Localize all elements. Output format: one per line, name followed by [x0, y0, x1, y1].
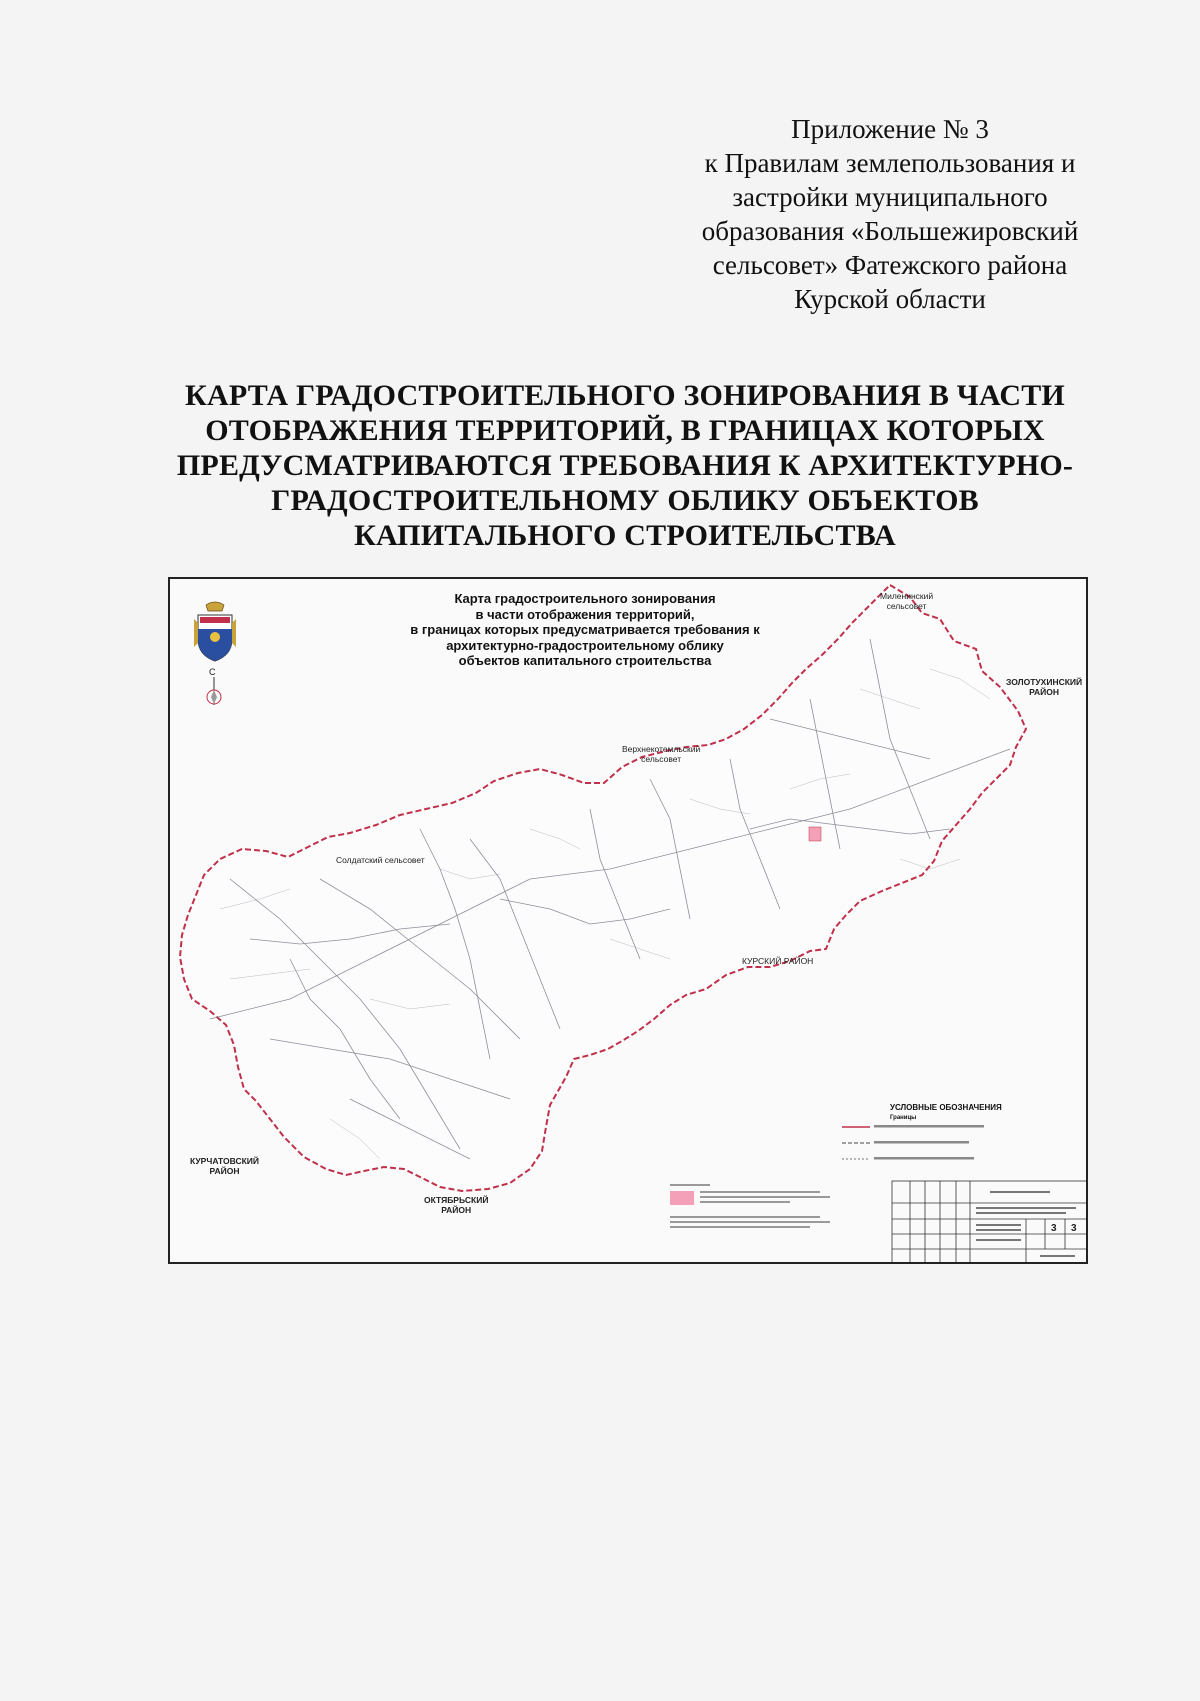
document-title [120, 378, 1130, 553]
map-graphic [170, 579, 1088, 1264]
label-line: РАЙОН [1029, 687, 1060, 697]
document-title-line: ОТОБРАЖЕНИЯ ТЕРРИТОРИЙ, В ГРАНИЦАХ КОТОРЫХ [205, 414, 1045, 447]
label-line: РАЙОН [441, 1205, 472, 1215]
legend-zone-swatch [670, 1191, 694, 1205]
legend-zone-text [670, 1184, 830, 1228]
legend-subtitle: Границы [890, 1115, 917, 1121]
appendix-line: к Правилам землепользования и [704, 148, 1076, 178]
document-title-line: ГРАДОСТРОИТЕЛЬНОМУ ОБЛИКУ ОБЪЕКТОВ [271, 484, 979, 517]
zone-highlight [809, 827, 821, 841]
label-line: РАЙОН [209, 1166, 240, 1176]
label-line: КУРЧАТОВСКИЙ [190, 1156, 259, 1166]
label-line: Миленинский [880, 591, 934, 601]
label-verkhnekotemsky [622, 744, 700, 764]
map-title-line: в части отображения территорий, [475, 606, 695, 622]
appendix-line: застройки муниципального [732, 182, 1048, 212]
label-line: ЗОЛОТУХИНСКИЙ [1006, 677, 1083, 687]
north-arrow-icon [200, 667, 228, 707]
legend-title: УСЛОВНЫЕ ОБОЗНАЧЕНИЯ [890, 1103, 1002, 1112]
coat-of-arms-icon [192, 599, 238, 669]
sheet-number: 3 [1051, 1223, 1057, 1234]
appendix-line: образования «Большежировский [701, 216, 1079, 246]
territory-boundary [180, 585, 1026, 1191]
north-letter: С [209, 667, 216, 677]
map-title [395, 591, 775, 669]
document-title-line: КАРТА ГРАДОСТРОИТЕЛЬНОГО ЗОНИРОВАНИЯ В ЧАСТИ [185, 379, 1065, 412]
map-title-line: архитектурно-градостроительному облику [446, 637, 724, 653]
document-title-line: ПРЕДУСМАТРИВАЮТСЯ ТРЕБОВАНИЯ К АРХИТЕКТУРНО- [176, 449, 1074, 482]
map-title-line: объектов капитального строительства [458, 653, 712, 668]
label-soldatsky [336, 855, 425, 865]
sheet-total: 3 [1071, 1223, 1077, 1234]
document-title-line: КАПИТАЛЬНОГО СТРОИТЕЛЬСТВА [354, 519, 896, 552]
appendix-line: сельсовет» Фатежского района [712, 250, 1068, 280]
map-title-line: Карта градостроительного зонирования [454, 591, 716, 606]
label-oktyabrsky [424, 1195, 488, 1215]
zoning-map [168, 577, 1088, 1264]
appendix-header [660, 112, 1120, 316]
label-line: сельсовет [886, 601, 927, 611]
appendix-line: Приложение № 3 [791, 114, 989, 144]
legend-text-placeholders [874, 1125, 984, 1160]
appendix-line: Курской области [794, 284, 986, 314]
label-line: ОКТЯБРЬСКИЙ [424, 1195, 489, 1205]
title-block [892, 1181, 1087, 1264]
label-kursky [742, 956, 813, 966]
label-line: КУРСКИЙ РАЙОН [742, 956, 814, 966]
label-line: Солдатский сельсовет [336, 855, 425, 865]
label-zolotukhino [1006, 677, 1082, 697]
label-kurchatovsky [190, 1156, 259, 1176]
label-milenino [880, 591, 933, 611]
label-line: сельсовет [641, 754, 682, 764]
map-title-line: в границах которых предусматривается требования к [410, 622, 760, 637]
label-line: Верхнекотемльский [622, 744, 701, 754]
